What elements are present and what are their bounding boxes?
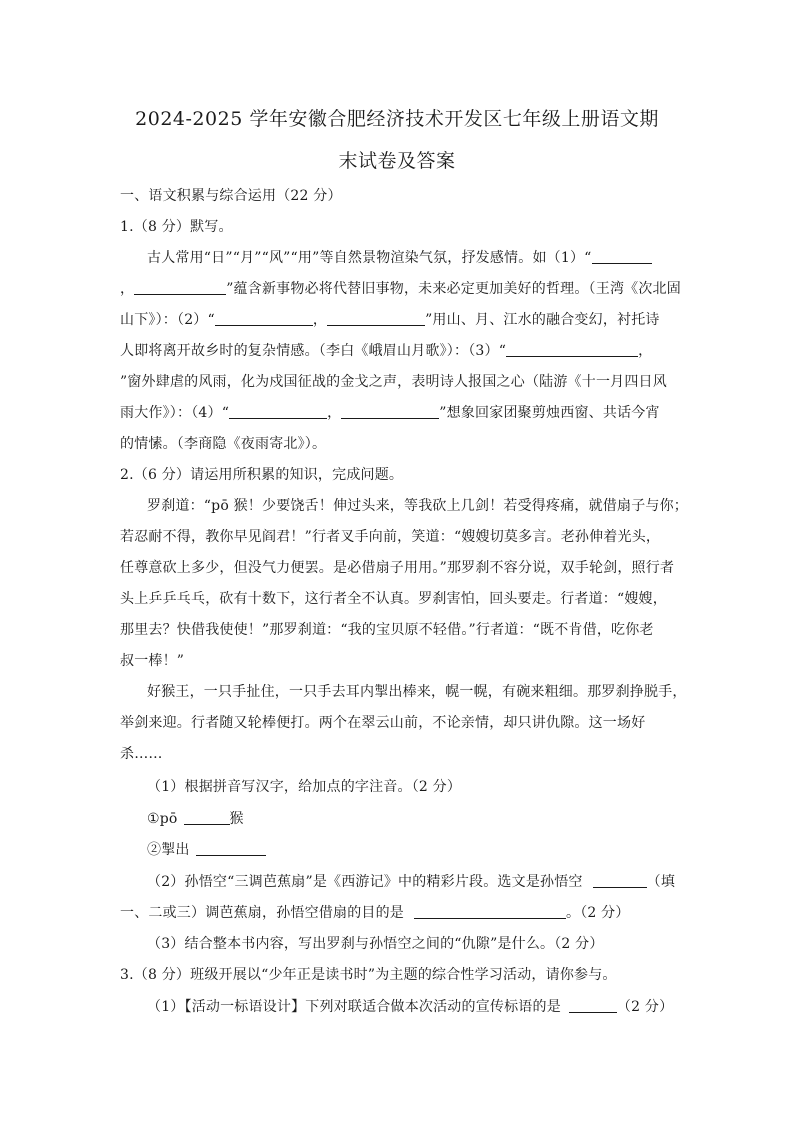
q1-heading: 1.（8 分）默写。 (120, 219, 233, 235)
answer-blank (215, 311, 313, 326)
answer-blank (341, 404, 439, 419)
q2-sub3: （3）结合整本书内容，写出罗刹与孙悟空之间的“仇隙”是什么。（2 分） (147, 936, 604, 952)
q3-sub1: （1）【活动一标语设计】下列对联适合做本次活动的宣传标语的是 （2 分） (147, 999, 674, 1015)
q1-text-line: 人即将离开故乡时的复杂情感。（李白《峨眉山月歌》）：（3）“ ， (120, 343, 653, 359)
q1-text-line: ， ”蕴含新事物必将代替旧事物，未来必定更加美好的哲理。（王湾《次北固 (120, 281, 681, 297)
answer-blank (229, 404, 327, 419)
passage-line: 若忍耐不得，教你早见阎君！”行者叉手向前，笑道：“嫂嫂切莫多言。老孙伸着光头， (120, 529, 661, 545)
passage-line: 杀…… (120, 746, 163, 762)
passage-line: 叔一棒！” (120, 653, 185, 669)
passage-line: 好猴王，一只手扯住，一只手去耳内掣出棒来，幌一幌，有碗来粗细。那罗刹挣脱手， (147, 684, 687, 700)
answer-blank (592, 249, 652, 264)
q1-text-line: 古人常用“日”“月”“风”“用”等自然景物渲染气氛，抒发感情。如（1）“ (147, 249, 652, 267)
section-heading: 一、语文积累与综合运用（22 分） (120, 188, 342, 204)
passage-line: 罗刹道：“pō 猴！少要饶舌！伸过头来，等我砍上几剑！若受得疼痛，就借扇子与你； (147, 498, 688, 514)
q1-text-line: 山下》）：（2）“ ， ”用山、月、江水的融合变幻，衬托诗 (120, 312, 660, 328)
q2-heading: 2.（6 分）请运用所积累的知识，完成问题。 (120, 467, 404, 483)
answer-blank (196, 841, 266, 856)
passage-line: 举剑来迎。行者随又轮棒便打。两个在翠云山前，不论亲情，却只讲仇隙。这一场好 (120, 715, 646, 731)
page-title-line-2: 末试卷及答案 (338, 150, 456, 172)
answer-blank (134, 280, 226, 295)
passage-line: 头上乒乒乓乓，砍有十数下，这行者全不认真。罗刹害怕，回头要走。行者道：“嫂嫂， (120, 591, 667, 607)
q3-heading: 3.（8 分）班级开展以“少年正是读书时”为主题的综合性学习活动，请你参与。 (120, 967, 617, 983)
q2-sub2-cont: 一、二或三）调芭蕉扇，孙悟空借扇的目的是 。（2 分） (120, 905, 630, 921)
q2-sub2: （2）孙悟空“三调芭蕉扇”是《西游记》中的精彩片段。选文是孙悟空 （填 (147, 874, 676, 890)
q2-sub1: （1）根据拼音写汉字，给加点的字注音。（2 分） (147, 779, 462, 795)
answer-blank (414, 904, 566, 919)
q1-text-line: ”窗外肆虐的风雨，化为戍国征战的金戈之声，表明诗人报国之心（陆游《十一月四日风 (120, 374, 667, 390)
answer-blank (506, 342, 638, 357)
passage-line: 那里去？快借我使使！”那罗刹道：“我的宝贝原不轻借。”行者道：“既不肯借，吃你老 (120, 622, 654, 638)
answer-blank (184, 810, 230, 825)
q2-sub1-item-b: ②掣出 (147, 841, 266, 859)
passage-line: 任尊意砍上多少，但没气力便罢。是必借扇子用用。”那罗刹不容分说，双手轮剑，照行者 (120, 560, 675, 576)
answer-blank (593, 873, 647, 888)
q1-text-line: 的情愫。（李商隐《夜雨寄北》）。 (120, 436, 327, 452)
page-title-line-1: 2024-2025 学年安徽合肥经济技术开发区七年级上册语文期 (135, 108, 659, 130)
q2-sub1-item-a: ①pō 猴 (147, 811, 244, 827)
q1-text-line: 雨大作》）：（4）“ ， ”想象回家团聚剪烛西窗、共话今宵 (120, 405, 660, 421)
answer-blank (327, 311, 425, 326)
answer-blank (569, 998, 617, 1013)
